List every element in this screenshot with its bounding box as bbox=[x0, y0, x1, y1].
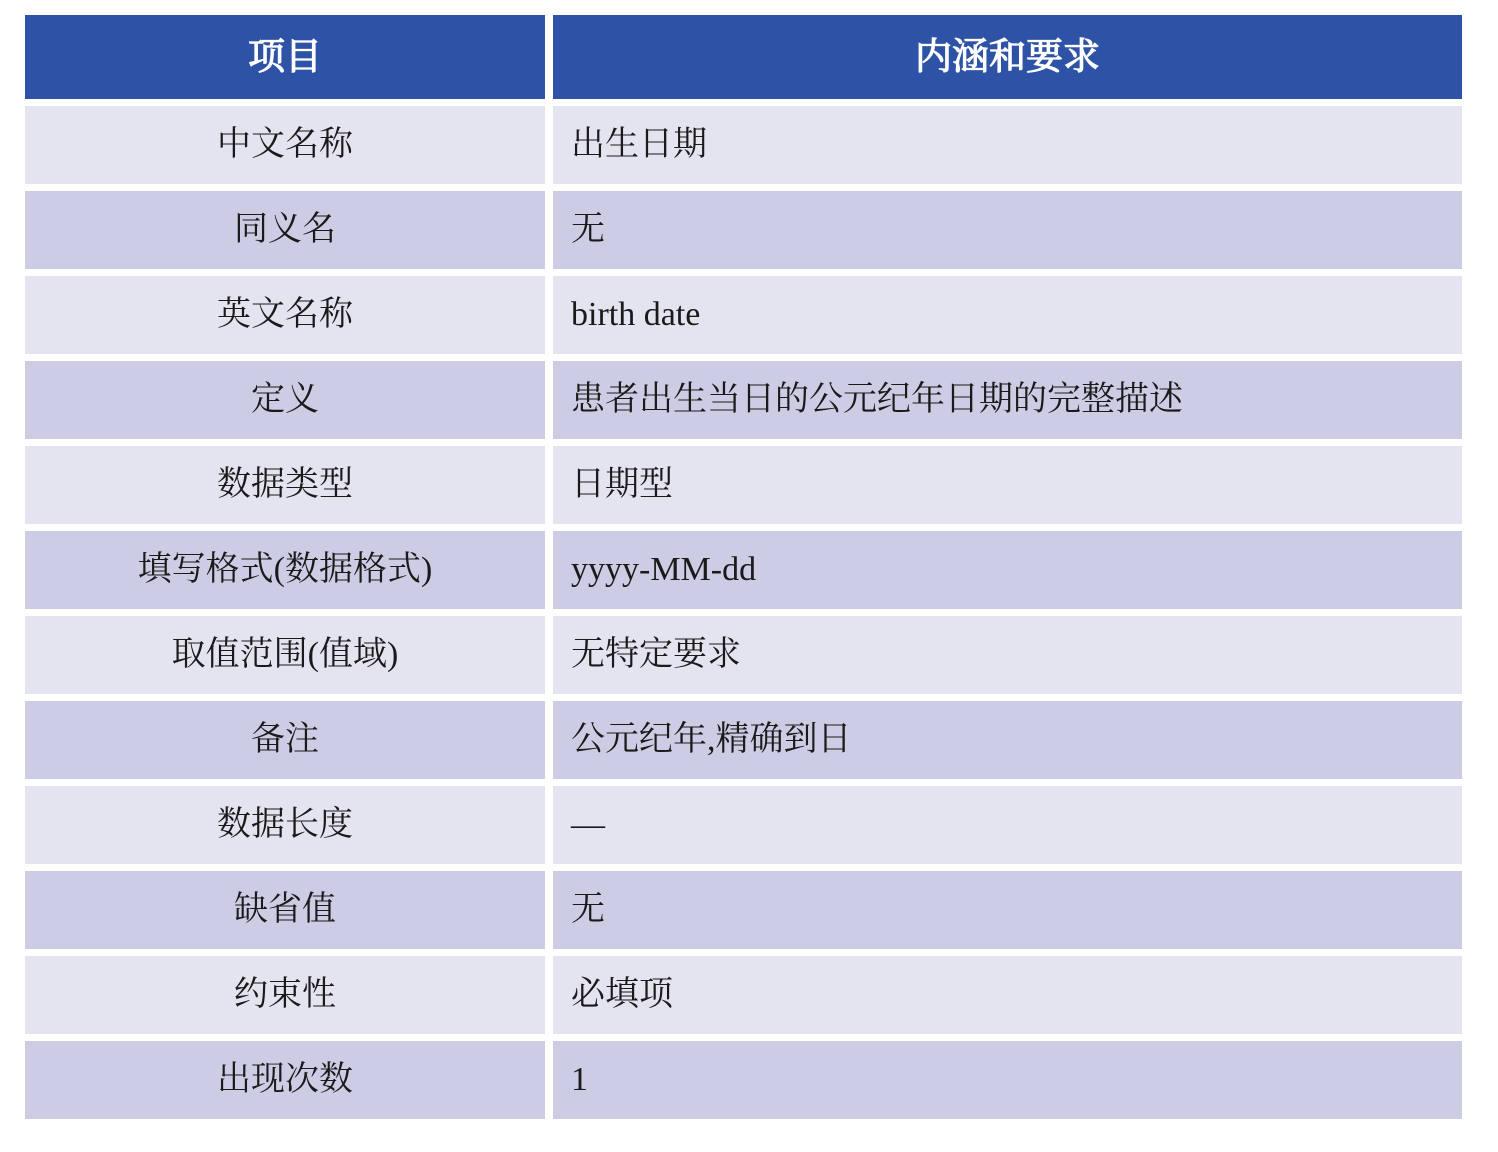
row-value-data-type: 日期型 bbox=[553, 446, 1462, 524]
row-label-constraint: 约束性 bbox=[25, 956, 545, 1034]
row-value-synonym: 无 bbox=[553, 191, 1462, 269]
row-label-value-range: 取值范围(值域) bbox=[25, 616, 545, 694]
row-label-data-type: 数据类型 bbox=[25, 446, 545, 524]
row-label-synonym: 同义名 bbox=[25, 191, 545, 269]
row-value-default-value: 无 bbox=[553, 871, 1462, 949]
row-value-definition: 患者出生当日的公元纪年日期的完整描述 bbox=[553, 361, 1462, 439]
table-row bbox=[25, 871, 1462, 949]
header-cell-requirements: 内涵和要求 bbox=[553, 15, 1462, 99]
table-row bbox=[25, 1041, 1462, 1119]
row-label-chinese-name: 中文名称 bbox=[25, 106, 545, 184]
row-label-definition: 定义 bbox=[25, 361, 545, 439]
table-row bbox=[25, 446, 1462, 524]
row-label-occurrence-count: 出现次数 bbox=[25, 1041, 545, 1119]
table-row bbox=[25, 106, 1462, 184]
header-cell-item: 项目 bbox=[25, 15, 545, 99]
row-value-remarks: 公元纪年,精确到日 bbox=[553, 701, 1462, 779]
row-label-default-value: 缺省值 bbox=[25, 871, 545, 949]
table-row bbox=[25, 276, 1462, 354]
table-row bbox=[25, 786, 1462, 864]
table-row bbox=[25, 361, 1462, 439]
row-value-format: yyyy-MM-dd bbox=[553, 531, 1462, 609]
row-label-remarks: 备注 bbox=[25, 701, 545, 779]
row-value-occurrence-count: 1 bbox=[553, 1041, 1462, 1119]
row-value-english-name: birth date bbox=[553, 276, 1462, 354]
table-row bbox=[25, 616, 1462, 694]
row-value-constraint: 必填项 bbox=[553, 956, 1462, 1034]
table-row bbox=[25, 701, 1462, 779]
table-header-row bbox=[25, 15, 1462, 99]
row-label-data-length: 数据长度 bbox=[25, 786, 545, 864]
row-value-data-length: — bbox=[553, 786, 1462, 864]
row-value-chinese-name: 出生日期 bbox=[553, 106, 1462, 184]
row-value-value-range: 无特定要求 bbox=[553, 616, 1462, 694]
table-row bbox=[25, 956, 1462, 1034]
row-label-english-name: 英文名称 bbox=[25, 276, 545, 354]
table-row bbox=[25, 531, 1462, 609]
table-row bbox=[25, 191, 1462, 269]
row-label-format: 填写格式(数据格式) bbox=[25, 531, 545, 609]
